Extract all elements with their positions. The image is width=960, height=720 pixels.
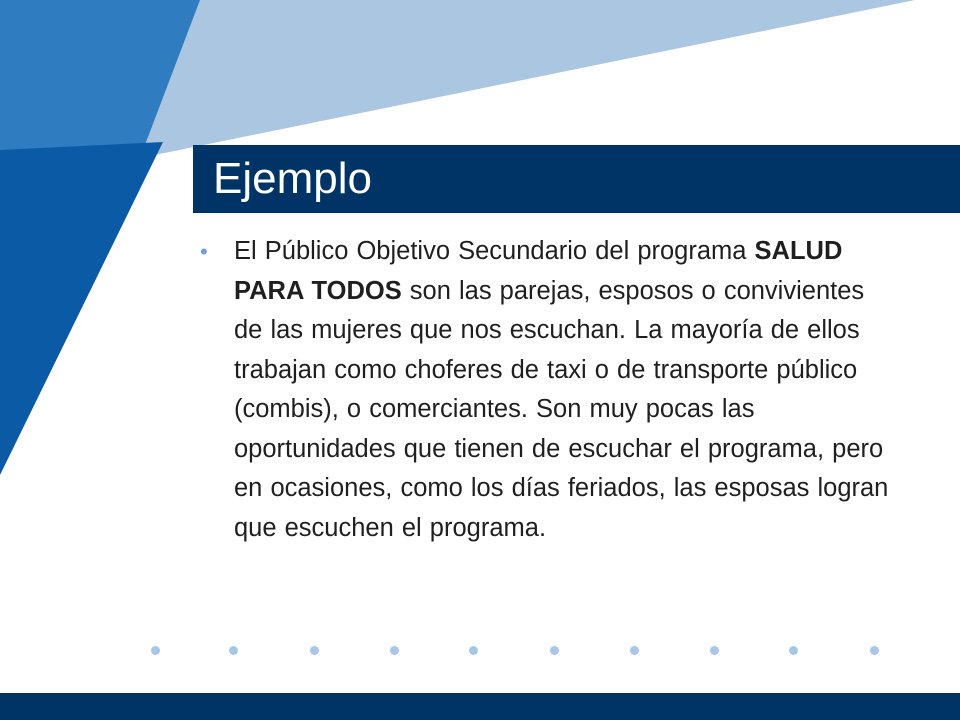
bullet-paragraph xyxy=(234,232,890,548)
footer-bar xyxy=(0,693,960,720)
bullet-text-end: son las parejas, esposos o convivientes de las mujeres que nos escuchan. La mayoría de ellos trabajan como choferes de taxi o de transporte público (combis), o comerciantes. Son muy pocas las oportunidades que tienen de escuchar el programa, pero en ocasiones, como los días feriados, las esposas logran que escuchen el programa. xyxy=(234,276,889,542)
page-title: Ejemplo xyxy=(213,154,372,203)
program-name: SALUD PARA TODOS xyxy=(234,237,843,305)
dark-blue-wedge xyxy=(0,142,163,475)
bullet-block xyxy=(200,232,890,548)
bullet-marker: • xyxy=(200,239,208,264)
title-bar xyxy=(193,145,960,213)
bullet-text-start: El Público Objetivo Secundario del programa xyxy=(234,237,755,265)
